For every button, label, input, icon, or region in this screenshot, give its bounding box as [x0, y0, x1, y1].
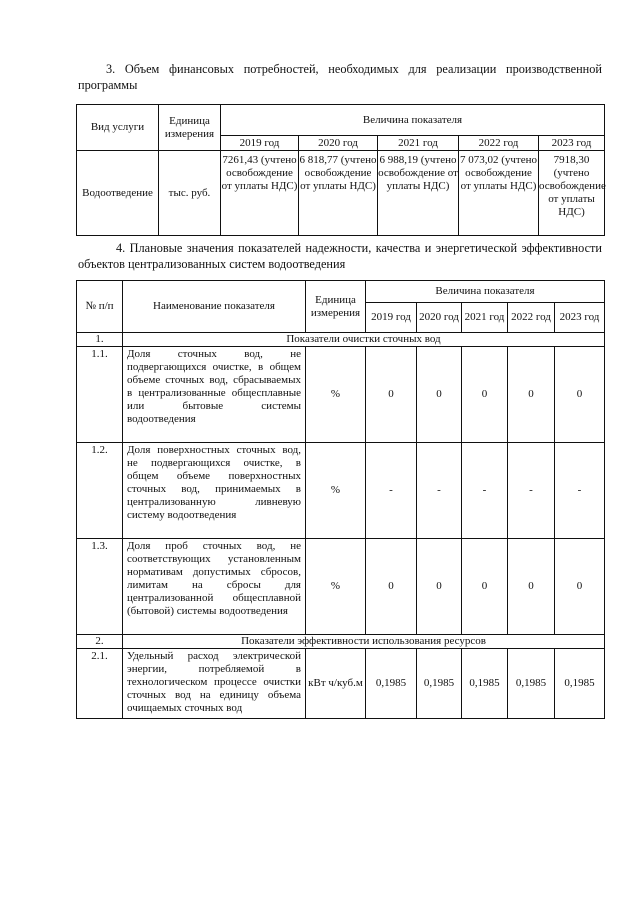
section-title: Показатели очистки сточных вод	[123, 333, 605, 347]
value-cell: -	[462, 443, 508, 539]
value-cell: 0	[555, 539, 605, 635]
value-cell: 0	[462, 347, 508, 443]
value-cell: 0,1985	[508, 649, 555, 719]
header-unit: Единица измерения	[306, 281, 366, 333]
header-service: Вид услуги	[77, 105, 159, 151]
value-cell: -	[508, 443, 555, 539]
year-header: 2023 год	[555, 303, 605, 333]
value-cell: -	[417, 443, 462, 539]
value-cell: 0	[555, 347, 605, 443]
header-number: № п/п	[77, 281, 123, 333]
value-cell: 0	[462, 539, 508, 635]
value-cell: 7261,43 (учтено освобождение от уплаты НДС)	[221, 151, 299, 236]
year-header: 2019 год	[366, 303, 417, 333]
value-cell: 0,1985	[462, 649, 508, 719]
section-row	[77, 635, 605, 649]
year-header: 2020 год	[417, 303, 462, 333]
section-3-heading: 3. Объем финансовых потребностей, необходимых для реализации производственной программы	[78, 62, 602, 92]
value-cell: 0	[417, 539, 462, 635]
section-number: 2.	[77, 635, 123, 649]
value-cell: 0	[508, 539, 555, 635]
year-header: 2022 год	[508, 303, 555, 333]
year-header: 2020 год	[299, 136, 378, 151]
value-cell: 0,1985	[417, 649, 462, 719]
indicator-name: Доля сточных вод, не подвергающихся очистке, в общем объеме сточных вод, сбрасываемых в централизованные общесплавные или бытовые системы водоотведения	[123, 347, 306, 443]
value-cell: 0,1985	[555, 649, 605, 719]
unit-cell: %	[306, 347, 366, 443]
service-cell: Водоотведение	[77, 151, 159, 236]
indicator-name: Доля проб сточных вод, не соответствующих установленным нормативам допустимых сбросов, лимитам на сбросы для централизованной общесплавной (бытовой) системы водоотведения	[123, 539, 306, 635]
value-cell: 0	[366, 347, 417, 443]
table-row	[77, 649, 605, 719]
year-header: 2023 год	[539, 136, 605, 151]
value-cell: 0,1985	[366, 649, 417, 719]
value-cell: 7 073,02 (учтено освобождение от уплаты НДС)	[459, 151, 539, 236]
value-cell: 6 988,19 (учтено освобождение от уплаты НДС)	[378, 151, 459, 236]
header-value: Величина показателя	[366, 281, 605, 303]
unit-cell: %	[306, 443, 366, 539]
row-number: 1.3.	[77, 539, 123, 635]
value-cell: -	[555, 443, 605, 539]
unit-cell: тыс. руб.	[159, 151, 221, 236]
value-cell: -	[366, 443, 417, 539]
value-cell: 0	[508, 347, 555, 443]
value-cell: 0	[366, 539, 417, 635]
indicators-table	[76, 280, 605, 719]
unit-cell: %	[306, 539, 366, 635]
indicator-name: Удельный расход электрической энергии, потребляемой в технологическом процессе очистки сточных вод на единицу объема очищаемых сточных вод	[123, 649, 306, 719]
year-header: 2019 год	[221, 136, 299, 151]
row-number: 2.1.	[77, 649, 123, 719]
section-4-heading: 4. Плановые значения показателей надежности, качества и энергетической эффективности объектов централизованных систем водоотведения	[78, 241, 602, 271]
header-unit: Единица измерения	[159, 105, 221, 151]
table-row	[77, 539, 605, 635]
row-number: 1.1.	[77, 347, 123, 443]
section-number: 1.	[77, 333, 123, 347]
header-value: Величина показателя	[221, 105, 605, 136]
finance-table	[76, 104, 605, 236]
value-cell: 6 818,77 (учтено освобождение от уплаты НДС)	[299, 151, 378, 236]
table-row	[77, 347, 605, 443]
indicator-name: Доля поверхностных сточных вод, не подвергающихся очистке, в общем объеме поверхностных сточных вод, принимаемых в централизованную ливневую систему водоотведения	[123, 443, 306, 539]
value-cell: 7918,30 (учтено освобождение от уплаты НДС)	[539, 151, 605, 236]
year-header: 2021 год	[378, 136, 459, 151]
table-row	[77, 443, 605, 539]
section-row	[77, 333, 605, 347]
row-number: 1.2.	[77, 443, 123, 539]
header-name: Наименование показателя	[123, 281, 306, 333]
unit-cell: кВт ч/куб.м	[306, 649, 366, 719]
year-header: 2021 год	[462, 303, 508, 333]
value-cell: 0	[417, 347, 462, 443]
section-title: Показатели эффективности использования ресурсов	[123, 635, 605, 649]
year-header: 2022 год	[459, 136, 539, 151]
